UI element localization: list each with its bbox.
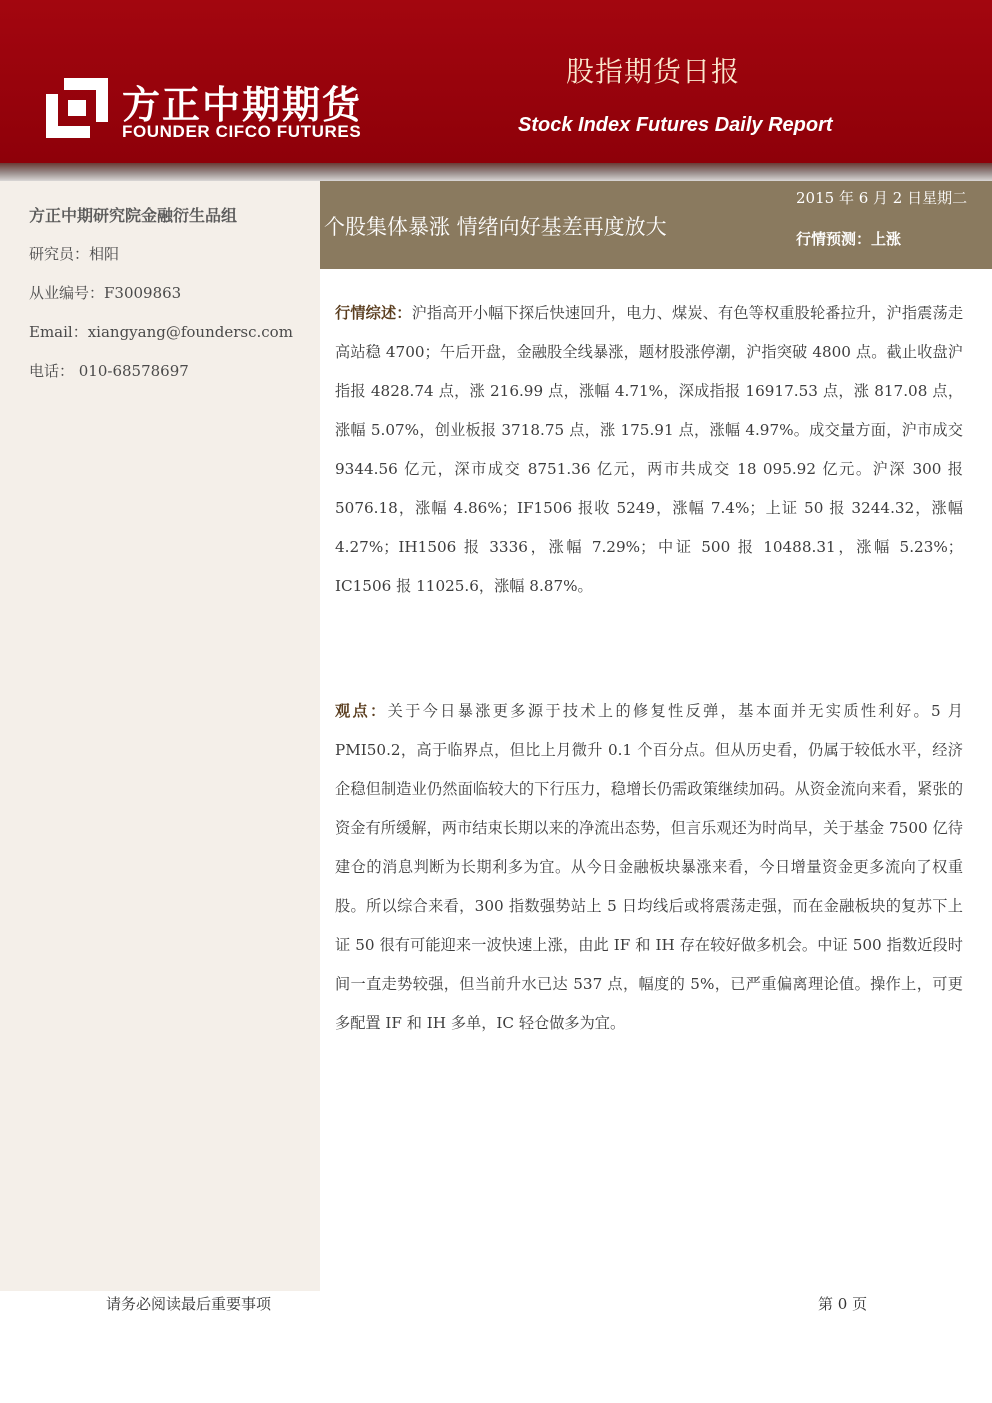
market-view-text: 关于今日暴涨更多源于技术上的修复性反弹，基本面并无实质性利好。5 月 PMI50.2，高于临界点，但比上月微升 0.1 个百分点。但从历史看，仍属于较低水平，经济企稳但制造业仍然面临较大的下行压力，稳增长仍需政策继续加码。从资金流向来看，紧张的资金有所缓解，两市结束长期以来的净流出态势，但言乐观还为时尚早，关于基金 7500 亿待建仓的消息判断为长期利多为宜。从今日金融板块暴涨来看，今日增量资金更多流向了权重股。所以综合来看，300 指数强势站上 5 日均线后或将震荡走强，而在金融板块的复苏下上证 50 很有可能迎来一波快速上涨，由此 IF 和 IH 存在较好做多机会。中证 500 指数近段时间一直走势较强，但当前升水已达 537 点，幅度的 5%，已严重偏离理论值。操作上，可更多配置 IF 和 IH 多单，IC 轻仓做多为宜。 [335, 702, 963, 1032]
report-title-cn: 股指期货日报 [566, 55, 741, 88]
analyst-email: Email：xiangyang@foundersc.com [29, 323, 293, 341]
market-forecast: 行情预测：上涨 [796, 230, 902, 248]
page-number: 第 0 页 [818, 1295, 868, 1313]
sidebar-panel [0, 181, 320, 1291]
research-group: 方正中期研究院金融衍生品组 [29, 206, 238, 225]
company-name-en: FOUNDER CIFCO FUTURES [122, 122, 362, 141]
analyst-phone: 电话： 010-68578697 [29, 362, 189, 380]
analyst-name: 研究员：相阳 [29, 245, 120, 263]
market-summary-label: 行情综述： [335, 304, 412, 322]
report-title-en: Stock Index Futures Daily Report [518, 114, 833, 136]
market-summary [335, 294, 963, 606]
market-view-label: 观点： [335, 702, 388, 720]
headline: 个股集体暴涨 情绪向好基差再度放大 [324, 215, 667, 239]
market-summary-text: 沪指高开小幅下探后快速回升，电力、煤炭、有色等权重股轮番拉升，沪指震荡走高站稳 4700；午后开盘，金融股全线暴涨，题材股涨停潮，沪指突破 4800 点。截止收盘沪指报 4828.74 点，涨 216.99 点，涨幅 4.71%，深成指报 16917.53 点，涨 817.08 点，涨幅 5.07%，创业板报 3718.75 点，涨 175.91 点，涨幅 4.97%。成交量方面，沪市成交 9344.56 亿元，深市成交 8751.36 亿元，两市共成交 18 095.92 亿元。沪深 300 报 5076.18，涨幅 4.86%；IF1506 报收 5249，涨幅 7.4%；上证 50 报 3244.32，涨幅 4.27%；IH1506 报 3336，涨幅 7.29%；中证 500 报 10488.31，涨幅 5.23%；IC1506 报 11025.6，涨幅 8.87%。 [335, 304, 964, 595]
market-view [335, 692, 963, 1043]
header-divider [0, 163, 992, 181]
report-date: 2015 年 6 月 2 日星期二 [796, 189, 968, 207]
company-name-cn: 方正中期期货 [122, 83, 363, 127]
company-logo-icon [46, 78, 108, 138]
license-number: 从业编号：F3009863 [29, 284, 182, 302]
disclaimer-notice: 请务必阅读最后重要事项 [106, 1295, 272, 1313]
